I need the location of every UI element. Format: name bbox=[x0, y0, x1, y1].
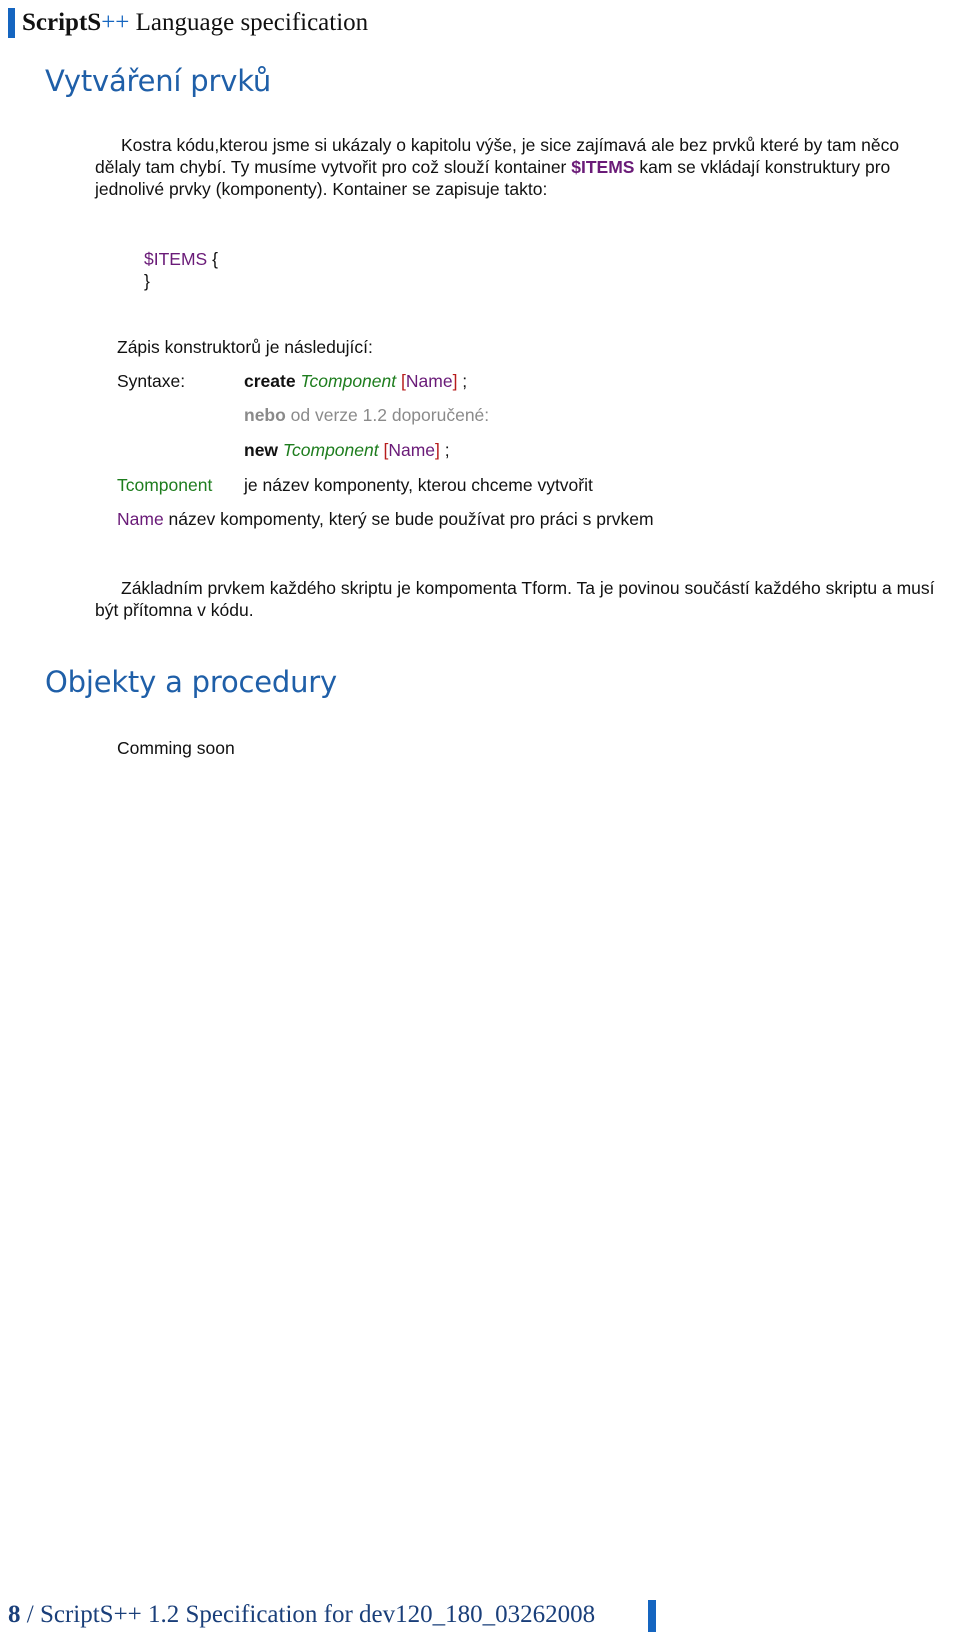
syntax-label: Syntaxe: bbox=[117, 371, 186, 391]
tcomponent-term: Tcomponent bbox=[117, 475, 213, 495]
code-block bbox=[144, 248, 218, 292]
footer-accent-bar bbox=[648, 1600, 656, 1632]
footer-text: / ScriptS++ 1.2 Specification for dev120_180_03262008 bbox=[20, 1601, 596, 1628]
tcomponent-description: je název komponenty, kterou chceme vytvořit bbox=[244, 475, 593, 495]
tcomponent-type: Tcomponent bbox=[282, 440, 379, 460]
header-brand-plus: ++ bbox=[101, 9, 130, 36]
tcomponent-type: Tcomponent bbox=[300, 371, 397, 391]
nebo-keyword: nebo bbox=[244, 405, 286, 425]
syntax-alternative-note bbox=[244, 404, 489, 426]
bracket-close: ] bbox=[452, 371, 458, 391]
constructors-intro: Zápis konstruktorů je následující: bbox=[117, 337, 373, 357]
bracket-open: [ bbox=[401, 371, 406, 391]
section-title-objects-procedures: Objekty a procedury bbox=[45, 665, 337, 699]
name-description: název kompomenty, který se bude používat pro práci s prvkem bbox=[163, 509, 654, 529]
new-keyword: new bbox=[244, 440, 279, 460]
tform-paragraph: Základním prvkem každého skriptu je kompomenta Tform. Ta je povinou součástí každého skriptu a musí být přítomna v kódu. bbox=[95, 578, 935, 620]
header-title: Language specification bbox=[129, 9, 369, 36]
code-items-keyword: $ITEMS bbox=[144, 249, 208, 269]
semicolon: ; bbox=[457, 371, 468, 391]
code-open-brace: { bbox=[207, 249, 218, 269]
intro-text-b: kam se vkládají konstruktury pro jednolivé prvky (komponenty). Kontainer se zapisuje takto: bbox=[95, 157, 891, 199]
intro-paragraph bbox=[95, 134, 945, 200]
page-footer bbox=[8, 1598, 595, 1632]
page-number: 8 bbox=[8, 1601, 21, 1628]
semicolon: ; bbox=[439, 440, 450, 460]
name-term: Name bbox=[117, 509, 164, 529]
name-param: Name bbox=[405, 371, 453, 391]
name-definition bbox=[117, 508, 654, 530]
syntax-create bbox=[244, 370, 467, 392]
items-keyword: $ITEMS bbox=[571, 157, 635, 177]
intro-text-a: Kostra kódu,kterou jsme si ukázaly o kapitolu výše, je sice zajímavá ale bez prvků které by tam něco dělaly tam chybí. Ty musíme vytvořit pro což slouží kontainer bbox=[95, 135, 900, 177]
coming-soon-text: Comming soon bbox=[117, 738, 235, 758]
alt-note-text: od verze 1.2 doporučené: bbox=[285, 405, 490, 425]
name-param: Name bbox=[388, 440, 436, 460]
code-close-brace: } bbox=[144, 271, 150, 291]
bracket-close: ] bbox=[435, 440, 440, 460]
bracket-open: [ bbox=[383, 440, 389, 460]
syntax-new bbox=[244, 439, 450, 461]
header-brand: ScriptS bbox=[22, 9, 102, 36]
section-title-creating-elements: Vytváření prvků bbox=[45, 64, 272, 98]
document-header bbox=[8, 8, 368, 38]
create-keyword: create bbox=[244, 371, 296, 391]
